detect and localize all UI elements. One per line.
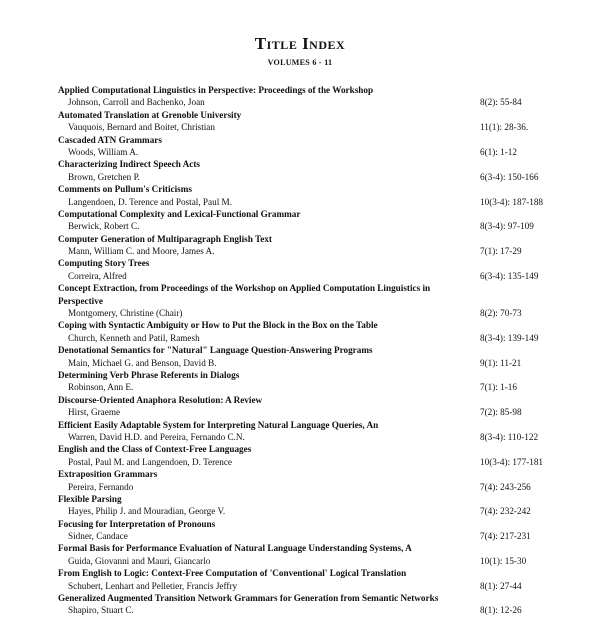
- index-entry: [58, 84, 578, 109]
- index-entry: [58, 319, 578, 344]
- entry-authors: Brown, Gretchen P.: [68, 171, 140, 182]
- entry-title: Formal Basis for Performance Evaluation of Natural Language Understanding Systems, A: [58, 543, 412, 554]
- entry-citation-line: [58, 481, 578, 493]
- entry-authors: Correira, Alfred: [68, 270, 127, 281]
- entry-volume-pages: 10(1): 15-30: [480, 555, 527, 566]
- entry-citation-line: [58, 431, 578, 443]
- entry-citation-line: [58, 220, 578, 232]
- index-entry: [58, 468, 578, 493]
- entry-citation-line: [58, 530, 578, 542]
- entry-citation-line: [58, 555, 578, 567]
- index-entry: [58, 567, 578, 592]
- entry-authors: Pereira, Fernando: [68, 481, 134, 492]
- entry-title: From English to Logic: Context-Free Computation of 'Conventional' Logical Translation: [58, 568, 407, 579]
- entry-volume-pages: 6(3-4): 150-166: [480, 171, 539, 182]
- index-entry: [58, 394, 578, 419]
- entry-volume-pages: 8(2): 70-73: [480, 308, 522, 319]
- entry-authors: Hayes, Philip J. and Mouradian, George V.: [68, 506, 226, 517]
- entry-volume-pages: 8(1): 12-26: [480, 605, 522, 616]
- index-entries-list: [58, 84, 578, 617]
- entry-citation-line: [58, 146, 578, 158]
- index-entry: [58, 443, 578, 468]
- index-entry: [58, 542, 578, 567]
- index-entry: [58, 518, 578, 543]
- entry-authors: Hirst, Graeme: [68, 407, 121, 418]
- entry-title: Cascaded ATN Grammars: [58, 134, 162, 145]
- entry-authors: Main, Michael G. and Benson, David B.: [68, 357, 217, 368]
- entry-citation-line: [58, 96, 578, 108]
- entry-authors: Warren, David H.D. and Pereira, Fernando C.N.: [68, 431, 245, 442]
- entry-title: Characterizing Indirect Speech Acts: [58, 159, 200, 170]
- entry-title: Flexible Parsing: [58, 493, 122, 504]
- entry-citation-line: [58, 580, 578, 592]
- index-entry: [58, 419, 578, 444]
- index-entry: [58, 208, 578, 233]
- entry-title: Extraposition Grammars: [58, 469, 158, 480]
- entry-authors: Woods, William A.: [68, 146, 139, 157]
- entry-authors: Langendoen, D. Terence and Postal, Paul M.: [68, 196, 233, 207]
- index-entry: [58, 233, 578, 258]
- index-entry: [58, 493, 578, 518]
- entry-citation-line: [58, 381, 578, 393]
- entry-citation-line: [58, 307, 578, 319]
- entry-volume-pages: 8(3-4): 97-109: [480, 221, 534, 232]
- entry-volume-pages: 10(3-4): 177-181: [480, 456, 544, 467]
- entry-authors: Montgomery, Christine (Chair): [68, 308, 183, 319]
- entry-volume-pages: 10(3-4): 187-188: [480, 196, 544, 207]
- entry-citation-line: [58, 121, 578, 133]
- entry-volume-pages: 11(1): 28-36.: [480, 122, 529, 133]
- entry-title: Generalized Augmented Transition Network Grammars for Generation from Semantic Networks: [58, 593, 439, 604]
- index-entry: [58, 592, 578, 617]
- page-title: Title Index: [254, 34, 346, 53]
- entry-title: Focusing for Interpretation of Pronouns: [58, 518, 216, 529]
- entry-volume-pages: 8(3-4): 139-149: [480, 332, 539, 343]
- entry-authors: Postal, Paul M. and Langendoen, D. Terence: [68, 456, 233, 467]
- entry-title: Comments on Pullum's Criticisms: [58, 184, 192, 195]
- entry-volume-pages: 8(1): 27-44: [480, 580, 522, 591]
- entry-title: Concept Extraction, from Proceedings of the Workshop on Applied Computation Linguistics in Perspective: [58, 283, 431, 306]
- entry-volume-pages: 7(4): 232-242: [480, 506, 531, 517]
- index-entry: [58, 344, 578, 369]
- entry-citation-line: [58, 357, 578, 369]
- entry-citation-line: [58, 406, 578, 418]
- index-entry: [58, 257, 578, 282]
- entry-title: Computer Generation of Multiparagraph English Text: [58, 233, 272, 244]
- index-entry: [58, 134, 578, 159]
- index-entry: [58, 109, 578, 134]
- entry-volume-pages: 6(3-4): 135-149: [480, 270, 539, 281]
- entry-citation-line: [58, 196, 578, 208]
- index-entry: [58, 369, 578, 394]
- entry-authors: Schubert, Lenhart and Pelletier, Francis Jeffry: [68, 580, 238, 591]
- index-entry: [58, 183, 578, 208]
- entry-citation-line: [58, 505, 578, 517]
- entry-volume-pages: 7(1): 1-16: [480, 382, 517, 393]
- entry-authors: Sidner, Candace: [68, 531, 128, 542]
- entry-authors: Vauquois, Bernard and Boitet, Christian: [68, 122, 215, 133]
- entry-authors: Shapiro, Stuart C.: [68, 605, 134, 616]
- entry-volume-pages: 7(2): 85-98: [480, 407, 522, 418]
- entry-title: Computational Complexity and Lexical-Functional Grammar: [58, 208, 301, 219]
- entry-citation-line: [58, 245, 578, 257]
- entry-title: Computing Story Trees: [58, 258, 150, 269]
- entry-title: Denotational Semantics for "Natural" Language Question-Answering Programs: [58, 345, 373, 356]
- entry-citation-line: [58, 332, 578, 344]
- entry-authors: Guida, Giovanni and Mauri, Giancarlo: [68, 555, 211, 566]
- page-subtitle: VOLUMES 6 - 11: [267, 58, 333, 67]
- entry-volume-pages: 8(3-4): 110-122: [480, 431, 539, 442]
- entry-volume-pages: 7(4): 217-231: [480, 531, 531, 542]
- entry-citation-line: [58, 456, 578, 468]
- entry-citation-line: [58, 171, 578, 183]
- entry-authors: Church, Kenneth and Patil, Ramesh: [68, 332, 200, 343]
- entry-title: English and the Class of Context-Free Languages: [58, 444, 252, 455]
- entry-title: Applied Computational Linguistics in Perspective: Proceedings of the Workshop: [58, 85, 374, 95]
- entry-volume-pages: 7(4): 243-256: [480, 481, 531, 492]
- entry-authors: Robinson, Ann E.: [68, 382, 134, 393]
- entry-title: Coping with Syntactic Ambiguity or How to Put the Block in the Box on the Table: [58, 320, 378, 331]
- entry-volume-pages: 7(1): 17-29: [480, 246, 522, 257]
- index-entry: [58, 282, 578, 319]
- entry-authors: Mann, William C. and Moore, James A.: [68, 246, 215, 257]
- entry-volume-pages: 6(1): 1-12: [480, 146, 517, 157]
- entry-authors: Johnson, Carroll and Bachenko, Joan: [68, 97, 205, 108]
- entry-title: Determining Verb Phrase Referents in Dialogs: [58, 370, 240, 381]
- entry-title: Discourse-Oriented Anaphora Resolution: A Review: [58, 394, 263, 405]
- entry-title: Efficient Easily Adaptable System for Interpreting Natural Language Queries, An: [58, 419, 379, 430]
- entry-volume-pages: 8(2): 55-84: [480, 97, 522, 108]
- index-entry: [58, 158, 578, 183]
- entry-volume-pages: 9(1): 11-21: [480, 357, 522, 368]
- entry-title: Automated Translation at Grenoble University: [58, 109, 242, 120]
- entry-citation-line: [58, 604, 578, 616]
- entry-citation-line: [58, 270, 578, 282]
- entry-authors: Berwick, Robert C.: [68, 221, 140, 232]
